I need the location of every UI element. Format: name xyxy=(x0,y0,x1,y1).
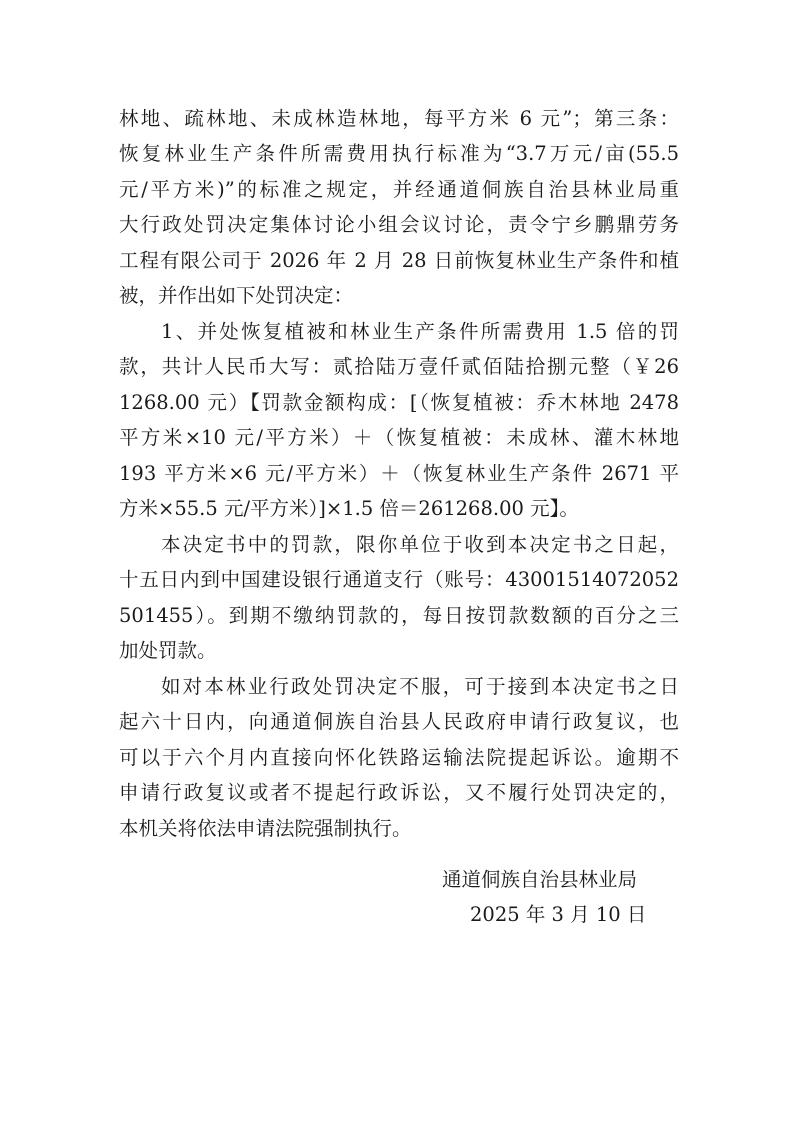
paragraph-4-line-4: 申请行政复议或者不提起行政诉讼，又不履行处罚决定的， xyxy=(119,781,679,804)
paragraph-1-line-5: 工程有限公司于 2026 年 2 月 28 日前恢复林业生产条件和植 xyxy=(119,249,679,272)
paragraph-2-line-6: 方米×55.5 元/平方米）]×1.5 倍＝261268.00 元】。 xyxy=(119,497,579,520)
paragraph-1-line-3: 元/平方米)”的标准之规定，并经通道侗族自治县林业局重 xyxy=(119,178,679,201)
paragraph-3-line-2: 十五日内到中国建设银行通道支行（账号：43001514072052 xyxy=(119,568,679,591)
paragraph-4-line-1: 如对本林业行政处罚决定不服，可于接到本决定书之日 xyxy=(161,675,679,698)
paragraph-2-line-1: 1、并处恢复植被和林业生产条件所需费用 1.5 倍的罚 xyxy=(161,320,679,343)
paragraph-3-line-4: 加处罚款。 xyxy=(119,639,217,662)
paragraph-1-line-4: 大行政处罚决定集体讨论小组会议讨论，责令宁乡鹏鼎劳务 xyxy=(119,213,679,236)
paragraph-4-line-5: 本机关将依法申请法院强制执行。 xyxy=(119,817,412,840)
paragraph-2-line-5: 193 平方米×6 元/平方米）＋（恢复林业生产条件 2671 平 xyxy=(119,462,679,485)
paragraph-4-line-2: 起六十日内，向通道侗族自治县人民政府申请行政复议，也 xyxy=(119,710,679,733)
paragraph-2-line-2: 款，共计人民币大写：贰拾陆万壹仟贰佰陆拾捌元整（￥26 xyxy=(119,355,679,378)
paragraph-1-line-6: 被，并作出如下处罚决定： xyxy=(119,284,354,307)
paragraph-3-line-3: 501455）。到期不缴纳罚款的，每日按罚款数额的百分之三 xyxy=(119,604,679,627)
signature-organization: 通道侗族自治县林业局 xyxy=(442,868,638,891)
paragraph-3-line-1: 本决定书中的罚款，限你单位于收到本决定书之日起， xyxy=(161,533,679,556)
paragraph-2-line-3: 1268.00 元）【罚款金额构成：[（恢复植被：乔木林地 2478 xyxy=(119,391,679,414)
paragraph-4-line-3: 可以于六个月内直接向怀化铁路运输法院提起诉讼。逾期不 xyxy=(119,746,679,769)
paragraph-1-line-1: 林地、疏林地、未成林造林地，每平方米 6 元”；第三条： xyxy=(119,107,679,130)
paragraph-2-line-4: 平方米×10 元/平方米）＋（恢复植被：未成林、灌木林地 xyxy=(119,426,679,449)
paragraph-1-line-2: 恢复林业生产条件所需费用执行标准为“3.7万元/亩(55.5 xyxy=(119,142,679,165)
signature-date: 2025 年 3 月 10 日 xyxy=(470,903,647,926)
